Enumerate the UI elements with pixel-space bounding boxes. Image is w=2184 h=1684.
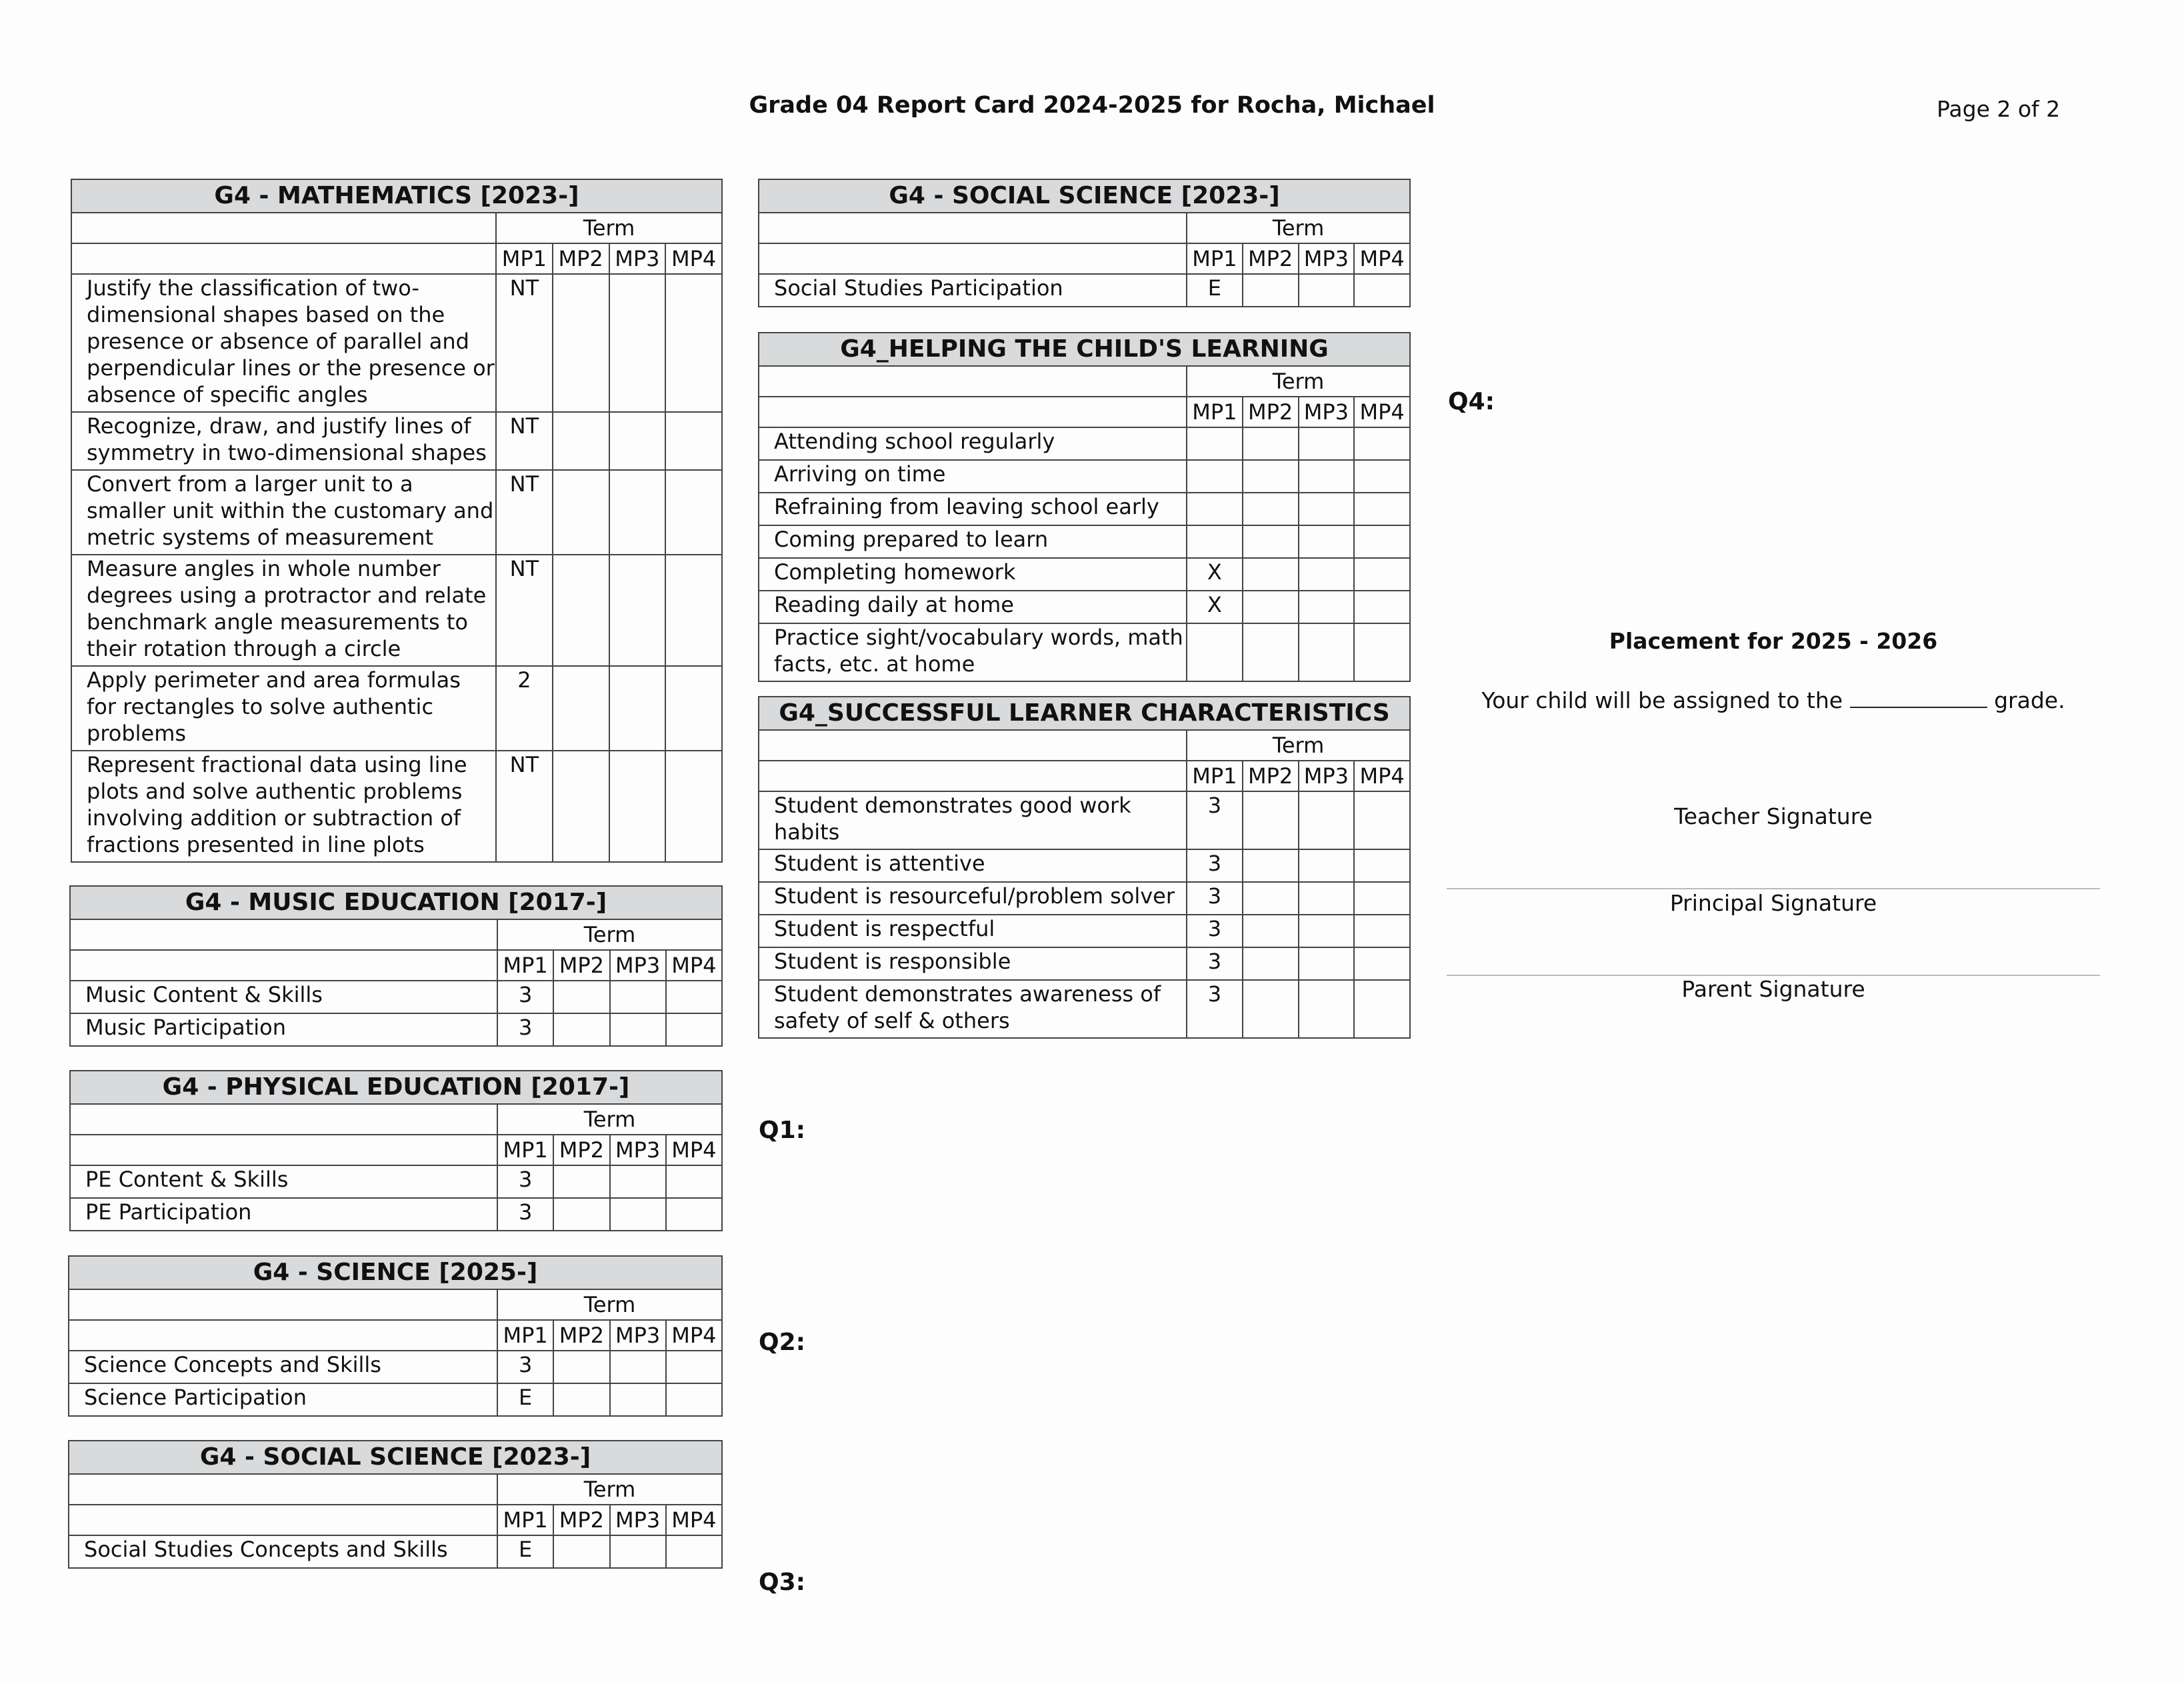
- mp3-grade: [1299, 623, 1355, 681]
- mp3-grade: [609, 751, 666, 862]
- mp-column-header: MP4: [1354, 397, 1410, 427]
- mp3-grade: [1299, 882, 1355, 915]
- mp1-grade: [1187, 493, 1243, 525]
- parent-signature-label: Parent Signature: [1681, 976, 1865, 1002]
- mp4-grade: [1354, 460, 1410, 493]
- social-concepts-table: [68, 1440, 723, 1569]
- blank-cell: [69, 1505, 497, 1535]
- table-row: [70, 1013, 722, 1046]
- helping-table: [758, 332, 1411, 682]
- mp1-grade: 3: [497, 1165, 553, 1198]
- mp1-grade: X: [1187, 591, 1243, 623]
- mp4-grade: [665, 470, 722, 555]
- mp-column-header: MP2: [553, 1135, 609, 1165]
- mp3-grade: [609, 274, 666, 412]
- mp4-grade: [1354, 558, 1410, 591]
- mp3-grade: [609, 555, 666, 666]
- mp-column-header: MP1: [497, 1505, 553, 1535]
- mp2-grade: [553, 666, 609, 751]
- mp-column-header: MP4: [1354, 761, 1410, 791]
- mp-column-header: MP1: [1187, 397, 1243, 427]
- mp3-grade: [1299, 427, 1355, 460]
- table-row: [759, 947, 1410, 980]
- mp3-grade: [609, 666, 666, 751]
- mp4-grade: [665, 274, 722, 412]
- section-title: G4 - SCIENCE [2025-]: [69, 1256, 722, 1289]
- standard-description: Student demonstrates awareness of safety of self & others: [759, 980, 1187, 1038]
- mp2-grade: [553, 412, 609, 470]
- mp-column-header: MP4: [666, 1135, 722, 1165]
- mp4-grade: [1354, 947, 1410, 980]
- standard-description: PE Content & Skills: [70, 1165, 497, 1198]
- mp-column-header: MP4: [666, 1505, 722, 1535]
- section-title: G4_SUCCESSFUL LEARNER CHARACTERISTICS: [759, 697, 1410, 730]
- table-row: [759, 980, 1410, 1038]
- mp2-grade: [1243, 623, 1299, 681]
- mp2-grade: [1243, 427, 1299, 460]
- mp4-grade: [666, 1535, 722, 1568]
- mp1-grade: 3: [1187, 947, 1243, 980]
- page-number: Page 2 of 2: [1937, 96, 2061, 122]
- grade-blank: [1850, 687, 1987, 708]
- mp2-grade: [1243, 460, 1299, 493]
- mp1-grade: E: [497, 1535, 553, 1568]
- mp2-grade: [1243, 791, 1299, 849]
- blank-cell: [759, 730, 1187, 761]
- mp-column-header: MP3: [1299, 243, 1355, 274]
- mp2-grade: [1243, 274, 1299, 307]
- mp1-grade: 3: [497, 1351, 553, 1383]
- mp1-grade: 3: [497, 1198, 553, 1231]
- mp2-grade: [1243, 849, 1299, 882]
- mp1-grade: E: [497, 1383, 553, 1416]
- mp4-grade: [1354, 591, 1410, 623]
- mp4-grade: [665, 555, 722, 666]
- standard-description: Completing homework: [759, 558, 1187, 591]
- standard-description: Student is attentive: [759, 849, 1187, 882]
- standard-description: Coming prepared to learn: [759, 525, 1187, 558]
- mp2-grade: [1243, 591, 1299, 623]
- mp4-grade: [1354, 493, 1410, 525]
- mp3-grade: [1299, 849, 1355, 882]
- pe-table: [69, 1070, 723, 1231]
- mp4-grade: [666, 1351, 722, 1383]
- mp2-grade: [553, 1351, 609, 1383]
- mp-column-header: MP3: [1299, 397, 1355, 427]
- placement-text-after: grade.: [1994, 687, 2065, 713]
- section-title: G4 - MUSIC EDUCATION [2017-]: [70, 886, 722, 919]
- term-header: Term: [496, 213, 722, 243]
- mp4-grade: [1354, 791, 1410, 849]
- table-row: [70, 981, 722, 1013]
- mp2-grade: [553, 1383, 609, 1416]
- mp1-grade: 3: [1187, 791, 1243, 849]
- table-row: [759, 882, 1410, 915]
- math-table: [71, 179, 723, 863]
- table-row: [71, 412, 722, 470]
- mp1-grade: [1187, 427, 1243, 460]
- mp1-grade: X: [1187, 558, 1243, 591]
- standard-description: Represent fractional data using line plots and solve authentic problems involving addition or subtraction of fractions presented in line plots: [71, 751, 496, 862]
- table-row: [759, 493, 1410, 525]
- mp-column-header: MP1: [497, 1135, 553, 1165]
- mp3-grade: [610, 1165, 666, 1198]
- standard-description: Student is responsible: [759, 947, 1187, 980]
- mp1-grade: NT: [496, 274, 553, 412]
- table-row: [69, 1351, 722, 1383]
- mp3-grade: [1299, 274, 1355, 307]
- standard-description: Science Concepts and Skills: [69, 1351, 497, 1383]
- mp4-grade: [666, 1013, 722, 1046]
- standard-description: Justify the classification of two-dimensional shapes based on the presence or absence of parallel and perpendicular lines or the presence or absence of specific angles: [71, 274, 496, 412]
- blank-cell: [70, 950, 497, 981]
- mp3-grade: [610, 1198, 666, 1231]
- standard-description: Student demonstrates good work habits: [759, 791, 1187, 849]
- standard-description: Social Studies Participation: [759, 274, 1187, 307]
- mp4-grade: [665, 751, 722, 862]
- mp-column-header: MP1: [497, 1320, 553, 1351]
- term-header: Term: [1187, 730, 1410, 761]
- mp2-grade: [553, 751, 609, 862]
- blank-cell: [759, 213, 1187, 243]
- science-table: [68, 1255, 723, 1417]
- mp3-grade: [1299, 947, 1355, 980]
- mp2-grade: [1243, 525, 1299, 558]
- mp4-grade: [1354, 980, 1410, 1038]
- standard-description: PE Participation: [70, 1198, 497, 1231]
- mp4-grade: [1354, 525, 1410, 558]
- table-row: [71, 555, 722, 666]
- term-header: Term: [497, 1474, 722, 1505]
- mp-column-header: MP3: [609, 243, 666, 274]
- mp-column-header: MP1: [496, 243, 553, 274]
- table-row: [69, 1383, 722, 1416]
- table-row: [759, 791, 1410, 849]
- mp2-grade: [553, 555, 609, 666]
- placement-text: [1447, 687, 2100, 713]
- mp-column-header: MP3: [1299, 761, 1355, 791]
- mp-column-header: MP3: [610, 1135, 666, 1165]
- section-title: G4 - SOCIAL SCIENCE [2023-]: [69, 1441, 722, 1474]
- mp-column-header: MP4: [665, 243, 722, 274]
- table-row: [71, 274, 722, 412]
- standard-description: Recognize, draw, and justify lines of symmetry in two-dimensional shapes: [71, 412, 496, 470]
- blank-cell: [69, 1474, 497, 1505]
- section-title: G4 - SOCIAL SCIENCE [2023-]: [759, 179, 1410, 213]
- standard-description: Reading daily at home: [759, 591, 1187, 623]
- standard-description: Attending school regularly: [759, 427, 1187, 460]
- mp4-grade: [666, 981, 722, 1013]
- mp-column-header: MP2: [1243, 243, 1299, 274]
- mp1-grade: 3: [497, 981, 553, 1013]
- mp2-grade: [1243, 947, 1299, 980]
- mp3-grade: [610, 981, 666, 1013]
- standard-description: Student is respectful: [759, 915, 1187, 947]
- mp4-grade: [1354, 882, 1410, 915]
- blank-cell: [70, 1135, 497, 1165]
- blank-cell: [69, 1320, 497, 1351]
- term-header: Term: [1187, 366, 1410, 397]
- mp1-grade: 3: [497, 1013, 553, 1046]
- mp3-grade: [609, 470, 666, 555]
- mp-column-header: MP2: [553, 950, 609, 981]
- mp4-grade: [665, 666, 722, 751]
- mp1-grade: [1187, 623, 1243, 681]
- mp4-grade: [666, 1383, 722, 1416]
- standard-description: Apply perimeter and area formulas for rectangles to solve authentic problems: [71, 666, 496, 751]
- mp4-grade: [1354, 849, 1410, 882]
- mp2-grade: [553, 1535, 609, 1568]
- table-row: [759, 427, 1410, 460]
- mp1-grade: NT: [496, 470, 553, 555]
- mp1-grade: NT: [496, 555, 553, 666]
- mp1-grade: 3: [1187, 882, 1243, 915]
- mp3-grade: [1299, 980, 1355, 1038]
- standard-description: Social Studies Concepts and Skills: [69, 1535, 497, 1568]
- blank-cell: [71, 213, 496, 243]
- q3-label: Q3:: [759, 1569, 806, 1596]
- mp2-grade: [553, 1165, 609, 1198]
- table-row: [759, 558, 1410, 591]
- mp4-grade: [665, 412, 722, 470]
- mp-column-header: MP4: [666, 950, 722, 981]
- mp4-grade: [1354, 274, 1410, 307]
- mp3-grade: [1299, 558, 1355, 591]
- mp4-grade: [1354, 915, 1410, 947]
- mp2-grade: [1243, 980, 1299, 1038]
- mp2-grade: [553, 1198, 609, 1231]
- mp3-grade: [1299, 591, 1355, 623]
- table-row: [71, 666, 722, 751]
- mp3-grade: [1299, 915, 1355, 947]
- table-row: [759, 525, 1410, 558]
- mp2-grade: [1243, 882, 1299, 915]
- blank-cell: [759, 397, 1187, 427]
- table-row: [759, 460, 1410, 493]
- term-header: Term: [497, 1289, 722, 1320]
- table-row: [71, 470, 722, 555]
- mp1-grade: E: [1187, 274, 1243, 307]
- standard-description: Music Content & Skills: [70, 981, 497, 1013]
- mp-column-header: MP1: [1187, 761, 1243, 791]
- table-row: [70, 1165, 722, 1198]
- mp-column-header: MP2: [1243, 761, 1299, 791]
- mp1-grade: [1187, 460, 1243, 493]
- table-row: [759, 915, 1410, 947]
- mp1-grade: NT: [496, 412, 553, 470]
- table-row: [69, 1535, 722, 1568]
- mp2-grade: [553, 981, 609, 1013]
- principal-signature-label: Principal Signature: [1669, 890, 1877, 916]
- mp-column-header: MP2: [553, 1320, 609, 1351]
- principal-signature-line: [1447, 888, 2100, 889]
- table-row: [759, 623, 1410, 681]
- q1-label: Q1:: [759, 1117, 806, 1144]
- term-header: Term: [1187, 213, 1410, 243]
- standard-description: Convert from a larger unit to a smaller unit within the customary and metric systems of measurement: [71, 470, 496, 555]
- mp-column-header: MP1: [1187, 243, 1243, 274]
- blank-cell: [69, 1289, 497, 1320]
- mp-column-header: MP4: [666, 1320, 722, 1351]
- mp3-grade: [610, 1535, 666, 1568]
- blank-cell: [759, 366, 1187, 397]
- blank-cell: [759, 761, 1187, 791]
- placement-title: Placement for 2025 - 2026: [1609, 628, 1938, 654]
- table-row: [70, 1198, 722, 1231]
- standard-description: Practice sight/vocabulary words, math facts, etc. at home: [759, 623, 1187, 681]
- table-row: [759, 274, 1410, 307]
- mp1-grade: 3: [1187, 915, 1243, 947]
- page-title: Grade 04 Report Card 2024-2025 for Rocha, Michael: [749, 92, 1435, 119]
- mp-column-header: MP3: [610, 950, 666, 981]
- mp-column-header: MP3: [610, 1505, 666, 1535]
- blank-cell: [70, 1104, 497, 1135]
- standard-description: Measure angles in whole number degrees using a protractor and relate benchmark angle measurements to their rotation through a circle: [71, 555, 496, 666]
- mp1-grade: 3: [1187, 849, 1243, 882]
- mp3-grade: [610, 1383, 666, 1416]
- standard-description: Arriving on time: [759, 460, 1187, 493]
- mp-column-header: MP2: [553, 1505, 609, 1535]
- mp2-grade: [553, 274, 609, 412]
- mp3-grade: [1299, 460, 1355, 493]
- mp3-grade: [610, 1351, 666, 1383]
- music-table: [69, 885, 723, 1047]
- mp1-grade: 2: [496, 666, 553, 751]
- section-title: G4_HELPING THE CHILD'S LEARNING: [759, 333, 1410, 366]
- mp-column-header: MP4: [1354, 243, 1410, 274]
- mp4-grade: [666, 1165, 722, 1198]
- standard-description: Music Participation: [70, 1013, 497, 1046]
- teacher-signature-label: Teacher Signature: [1674, 803, 1873, 829]
- mp-column-header: MP1: [497, 950, 553, 981]
- mp2-grade: [1243, 558, 1299, 591]
- mp2-grade: [1243, 493, 1299, 525]
- placement-text-before: Your child will be assigned to the: [1481, 687, 1843, 713]
- section-title: G4 - MATHEMATICS [2023-]: [71, 179, 722, 213]
- term-header: Term: [497, 1104, 722, 1135]
- blank-cell: [71, 243, 496, 274]
- table-row: [71, 751, 722, 862]
- mp-column-header: MP3: [610, 1320, 666, 1351]
- section-title: G4 - PHYSICAL EDUCATION [2017-]: [70, 1071, 722, 1104]
- term-header: Term: [497, 919, 722, 950]
- mp3-grade: [609, 412, 666, 470]
- q4-label: Q4:: [1448, 388, 1495, 415]
- mp-column-header: MP2: [1243, 397, 1299, 427]
- standard-description: Refraining from leaving school early: [759, 493, 1187, 525]
- table-row: [759, 591, 1410, 623]
- mp3-grade: [1299, 525, 1355, 558]
- mp4-grade: [1354, 623, 1410, 681]
- standard-description: Science Participation: [69, 1383, 497, 1416]
- mp2-grade: [553, 470, 609, 555]
- mp2-grade: [553, 1013, 609, 1046]
- learner-table: [758, 696, 1411, 1039]
- mp3-grade: [610, 1013, 666, 1046]
- mp1-grade: NT: [496, 751, 553, 862]
- standard-description: Student is resourceful/problem solver: [759, 882, 1187, 915]
- mp2-grade: [1243, 915, 1299, 947]
- blank-cell: [759, 243, 1187, 274]
- table-row: [759, 849, 1410, 882]
- mp1-grade: [1187, 525, 1243, 558]
- mp4-grade: [1354, 427, 1410, 460]
- mp1-grade: 3: [1187, 980, 1243, 1038]
- mp3-grade: [1299, 791, 1355, 849]
- q2-label: Q2:: [759, 1329, 806, 1356]
- mp3-grade: [1299, 493, 1355, 525]
- blank-cell: [70, 919, 497, 950]
- mp4-grade: [666, 1198, 722, 1231]
- social-participation-table: [758, 179, 1411, 307]
- mp-column-header: MP2: [553, 243, 609, 274]
